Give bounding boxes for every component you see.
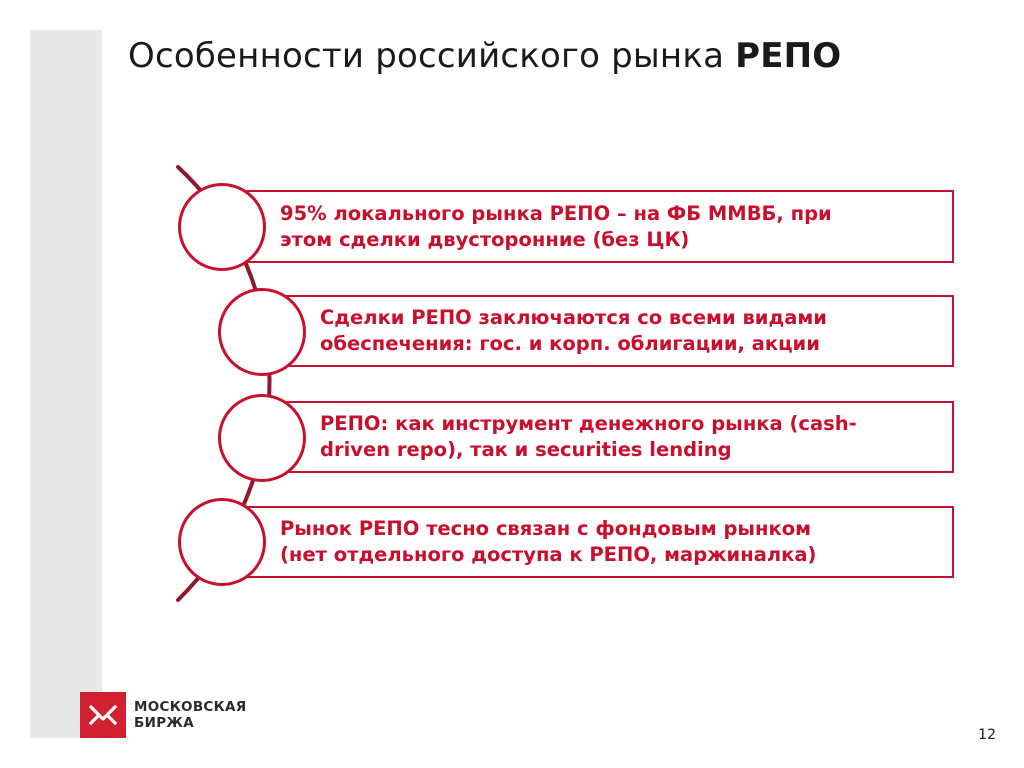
item-circle [178, 498, 266, 586]
item-circle [218, 394, 306, 482]
item-line: этом сделки двусторонние (без ЦК) [280, 227, 690, 251]
item-text [320, 305, 827, 357]
item-line: 95% локального рынка РЕПО – на ФБ ММВБ, при [280, 201, 832, 225]
item-line: РЕПО: как инструмент денежного рынка (cash- [320, 412, 857, 435]
item-line: Рынок РЕПО тесно связан с фондовым рынком [280, 517, 812, 540]
title-regular: Особенности российского рынка [128, 36, 736, 76]
item-line: driven repo), так и securities lending [320, 438, 732, 461]
logo-glyph-icon [88, 703, 118, 727]
item-line: обеспечения: гос. и корп. облигации, акции [320, 332, 820, 355]
logo-line: БИРЖА [134, 715, 194, 731]
moex-logo [80, 692, 246, 738]
item-line: (нет отдельного доступа к РЕПО, маржиналка) [280, 543, 817, 566]
moex-logo-icon [80, 692, 126, 738]
page-number: 12 [978, 727, 996, 743]
item-line: Сделки РЕПО заключаются со всеми видами [320, 306, 827, 329]
item-circle [178, 183, 266, 271]
list-item [212, 190, 954, 263]
list-item [256, 295, 954, 367]
title-bold: РЕПО [735, 36, 842, 76]
item-text [320, 411, 857, 463]
logo-line: МОСКОВСКАЯ [134, 699, 247, 715]
item-circle [218, 288, 306, 376]
item-text [280, 201, 832, 253]
logo-text [134, 699, 246, 731]
list-item [256, 401, 954, 473]
item-text [280, 516, 816, 568]
list-item [212, 506, 954, 578]
